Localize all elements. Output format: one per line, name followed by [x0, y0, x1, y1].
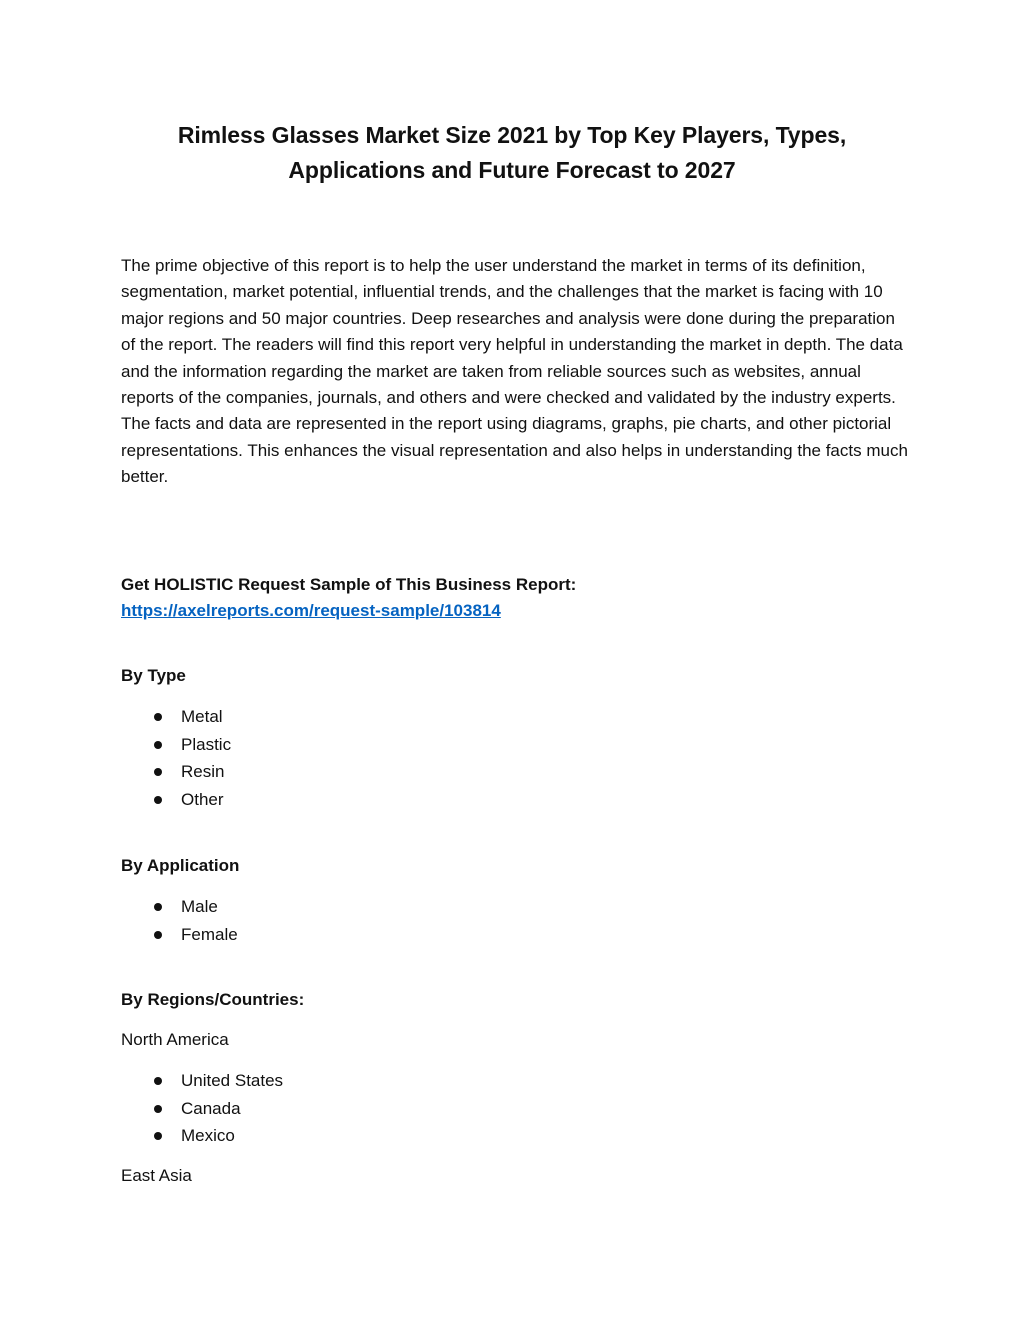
sample-request-link[interactable]: https://axelreports.com/request-sample/103814 [121, 601, 501, 620]
bullet-icon [154, 931, 162, 939]
list-item: Canada [121, 1095, 283, 1123]
list-item: Mexico [121, 1122, 283, 1150]
by-regions-heading: By Regions/Countries: [121, 990, 305, 1009]
by-type-heading: By Type [121, 666, 186, 685]
list-item: Plastic [121, 731, 231, 759]
by-type-list [121, 703, 231, 813]
bullet-icon [154, 741, 162, 749]
list-item: United States [121, 1067, 283, 1095]
north-america-list [121, 1067, 283, 1150]
list-item: Female [121, 921, 238, 949]
bullet-icon [154, 1105, 162, 1113]
sample-request-label: Get HOLISTIC Request Sample of This Business Report: [121, 575, 577, 594]
by-application-heading: By Application [121, 856, 240, 875]
bullet-icon [154, 1132, 162, 1140]
bullet-icon [154, 713, 162, 721]
region-east-asia: East Asia [121, 1166, 192, 1185]
document-title [121, 118, 903, 188]
bullet-icon [154, 768, 162, 776]
bullet-icon [154, 903, 162, 911]
list-item: Resin [121, 758, 231, 786]
title-line-1: Rimless Glasses Market Size 2021 by Top Key Players, Types, [177, 122, 847, 148]
list-item: Other [121, 786, 231, 814]
list-item: Metal [121, 703, 231, 731]
title-line-2: Applications and Future Forecast to 2027 [288, 157, 736, 183]
list-item: Male [121, 893, 238, 921]
intro-paragraph: The prime objective of this report is to help the user understand the market in terms of its definition, segmentation, market potential, influential trends, and the challenges that the market is facing with 10 major regions and 50 major countries. Deep researches and analysis were done during the preparation of the report. The readers will find this report very helpful in understanding the market in depth. The data and the information regarding the market are taken from reliable sources such as websites, annual reports of the companies, journals, and others and were checked and validated by the industry experts. The facts and data are represented in the report using diagrams, graphs, pie charts, and other pictorial representations. This enhances the visual representation and also helps in understanding the facts much better. [121, 256, 908, 487]
bullet-icon [154, 796, 162, 804]
region-north-america: North America [121, 1030, 229, 1049]
bullet-icon [154, 1077, 162, 1085]
by-application-list [121, 893, 238, 948]
